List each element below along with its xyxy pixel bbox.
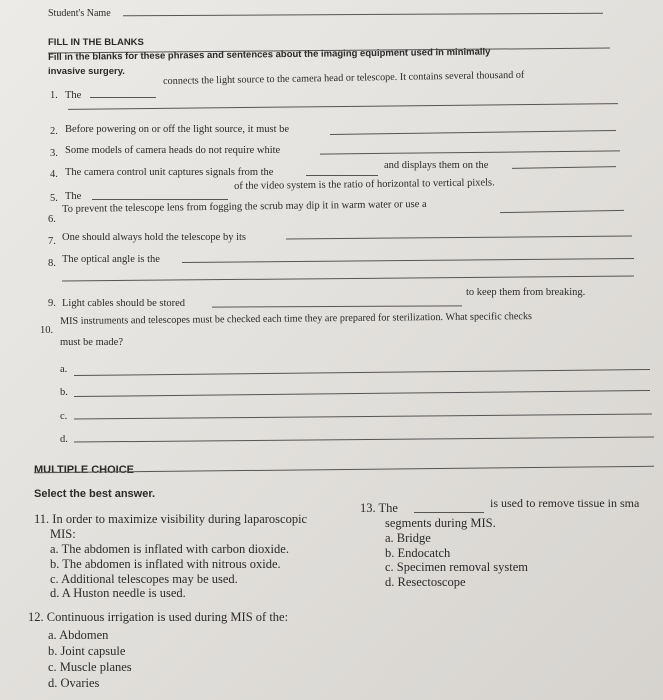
q11-option-d[interactable]: d. A Huston needle is used. — [50, 586, 186, 600]
q8-blank-2[interactable] — [62, 276, 634, 282]
q7-number: 7. — [48, 236, 56, 247]
q1-number: 1. — [50, 90, 58, 101]
q8-blank-1[interactable] — [182, 258, 634, 263]
q4-number: 4. — [50, 169, 58, 180]
q7-blank[interactable] — [286, 235, 632, 239]
fill-blanks-instructions: Fill in the blanks for these phrases and sentences about the imaging equipment used in minimally — [48, 46, 491, 63]
q10-text-cont: must be made? — [60, 337, 123, 348]
q9-blank[interactable] — [212, 305, 462, 307]
q1-text-b: connects the light source to the camera head or telescope. It contains several thousand of — [163, 69, 525, 87]
q11-option-a[interactable]: a. The abdomen is inflated with carbon dioxide. — [50, 542, 289, 556]
q13-option-b[interactable]: b. Endocatch — [385, 546, 451, 560]
q1-blank-2[interactable] — [68, 103, 618, 110]
q12-option-c[interactable]: c. Muscle planes — [48, 660, 132, 674]
q7-text: One should always hold the telescope by its — [62, 232, 247, 243]
q6-number: 6. — [48, 214, 56, 225]
q13-question-line2: segments during MIS. — [385, 516, 496, 530]
q13-option-a[interactable]: a. Bridge — [385, 531, 431, 545]
q13-question-cont: is used to remove tissue in sma — [490, 496, 640, 510]
q4-text-b: and displays them on the — [384, 160, 489, 171]
q4-blank-2[interactable] — [512, 166, 616, 169]
q9-text-b: to keep them from breaking. — [466, 287, 586, 298]
q12-option-d[interactable]: d. Ovaries — [48, 676, 100, 690]
q5-blank[interactable] — [92, 199, 228, 200]
q3-number: 3. — [50, 148, 58, 159]
q12-option-a[interactable]: a. Abdomen — [48, 628, 109, 642]
check-label-a: a. — [60, 364, 68, 375]
q11-option-b[interactable]: b. The abdomen is inflated with nitrous oxide. — [50, 557, 281, 571]
q8-number: 8. — [48, 258, 56, 269]
q11-question-cont: MIS: — [50, 527, 76, 541]
check-blank-b[interactable] — [74, 390, 650, 397]
check-blank-d[interactable] — [74, 436, 654, 442]
check-blank-a[interactable] — [74, 369, 650, 376]
check-blank-c[interactable] — [74, 413, 652, 419]
q12-question: 12. Continuous irrigation is used during MIS of the: — [28, 610, 289, 624]
check-label-d: d. — [60, 434, 68, 445]
q1-text-a: The — [65, 90, 82, 101]
fill-blanks-instructions-cont: invasive surgery. — [48, 66, 125, 77]
student-name-label: Student's Name — [48, 8, 111, 19]
q8-text: The optical angle is the — [62, 254, 160, 265]
q10-number: 10. — [40, 325, 54, 336]
q11-option-c[interactable]: c. Additional telescopes may be used. — [50, 572, 238, 586]
q6-text: To prevent the telescope lens from fogging the scrub may dip it in warm water or use a — [62, 198, 427, 215]
q5-text-b: of the video system is the ratio of horizontal to vertical pixels. — [234, 177, 495, 192]
q6-blank[interactable] — [500, 210, 624, 213]
q3-blank[interactable] — [320, 150, 620, 154]
q1-blank-1[interactable] — [90, 97, 156, 98]
q3-text: Some models of camera heads do not require white — [65, 145, 281, 156]
q2-number: 2. — [50, 126, 58, 137]
q13-question: 13. The — [360, 501, 398, 515]
student-name-line[interactable] — [123, 13, 603, 17]
q13-option-c[interactable]: c. Specimen removal system — [385, 560, 529, 574]
multiple-choice-instructions: Select the best answer. — [34, 488, 156, 500]
q4-blank-1[interactable] — [306, 175, 378, 176]
q12-option-b[interactable]: b. Joint capsule — [48, 644, 126, 658]
q2-text: Before powering on or off the light source, it must be — [65, 124, 290, 135]
q2-blank[interactable] — [330, 130, 616, 135]
multiple-choice-heading: MULTIPLE CHOICE — [34, 464, 135, 476]
check-label-b: b. — [60, 387, 68, 398]
fill-blanks-heading: FILL IN THE BLANKS — [48, 37, 144, 48]
q10-text: MIS instruments and telescopes must be checked each time they are prepared for sterilization. What specific checks — [60, 311, 533, 327]
q5-number: 5. — [50, 193, 58, 204]
q4-text-a: The camera control unit captures signals from the — [65, 167, 274, 178]
q9-number: 9. — [48, 298, 56, 309]
q9-text-a: Light cables should be stored — [62, 298, 186, 309]
q13-blank[interactable] — [414, 512, 484, 513]
q5-text-a: The — [65, 191, 82, 202]
q13-option-d[interactable]: d. Resectoscope — [385, 575, 466, 589]
q11-question: 11. In order to maximize visibility during laparoscopic — [34, 512, 308, 526]
check-label-c: c. — [60, 411, 68, 422]
